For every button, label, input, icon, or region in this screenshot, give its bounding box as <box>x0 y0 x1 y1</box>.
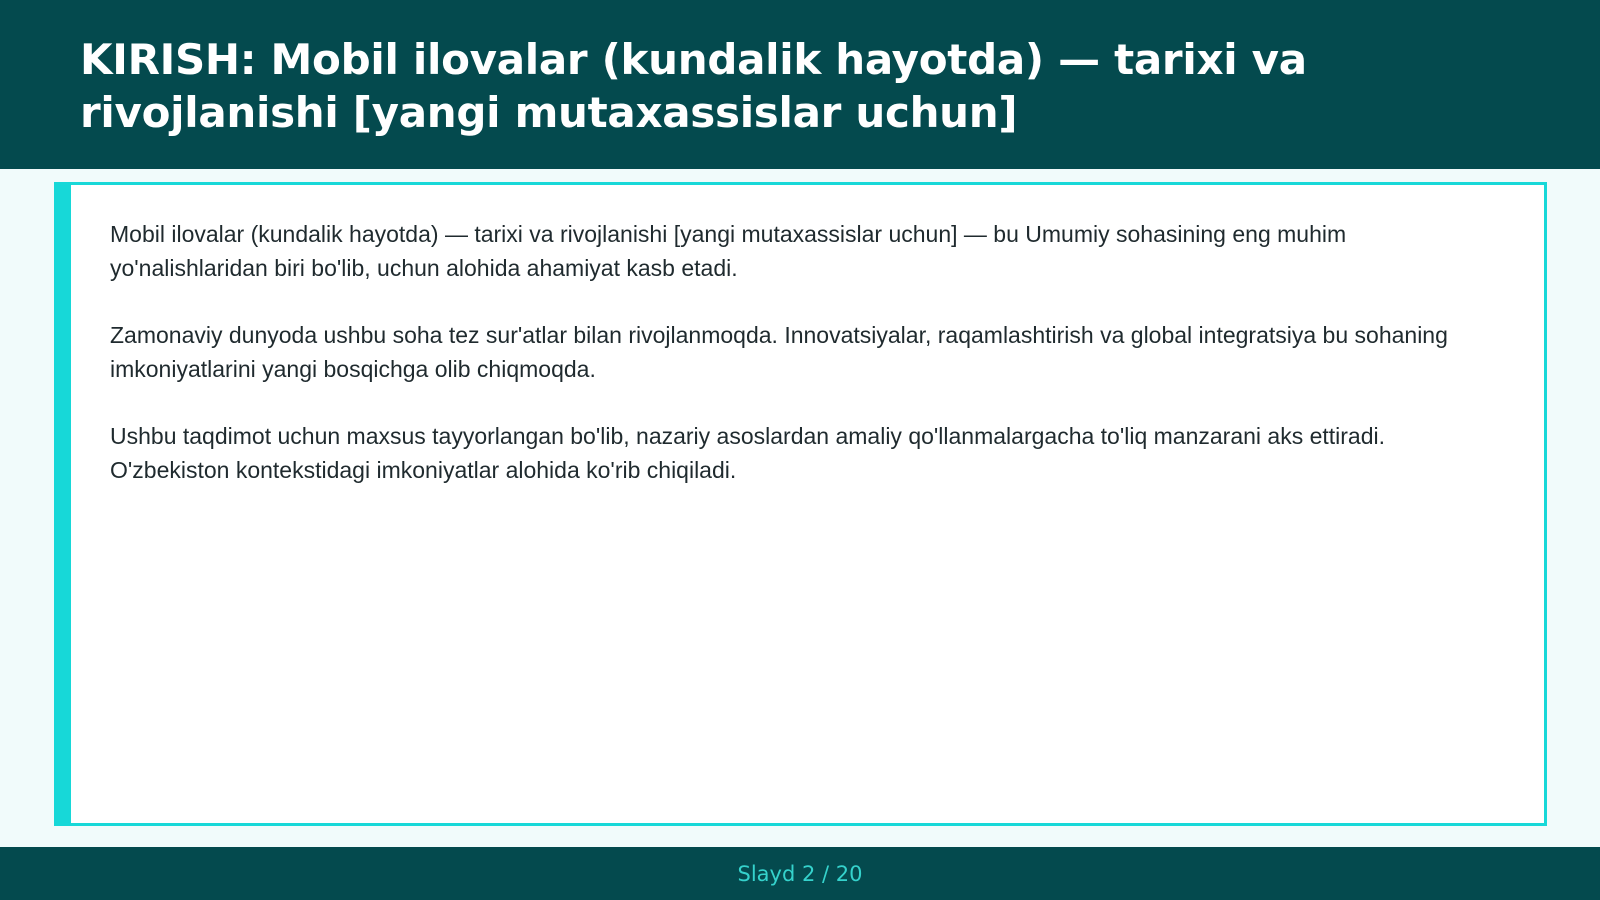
modern-world-paragraph: Zamonaviy dunyoda ushbu soha tez sur'atlar bilan rivojlanmoqda. Innovatsiyalar, raqamlashtirish va global integratsiya bu sohaning imkoniyatlarini yangi bosqichga olib chiqmoqda. <box>110 322 1448 382</box>
intro-paragraph: Mobil ilovalar (kundalik hayotda) — tarixi va rivojlanishi [yangi mutaxassislar uchun] — bu Umumiy sohasining eng muhim yo'nalishlaridan biri bo'lib, uchun alohida ahamiyat kasb etadi. <box>110 221 1347 281</box>
slide-footer <box>0 847 1600 900</box>
slide-header <box>0 0 1600 169</box>
slide-counter: Slayd 2 / 20 <box>737 861 863 886</box>
content-card <box>54 182 1547 826</box>
presentation-purpose-paragraph: Ushbu taqdimot uchun maxsus tayyorlangan bo'lib, nazariy asoslardan amaliy qo'llanmalargacha to'liq manzarani aks ettiradi. O'zbekiston kontekstidagi imkoniyatlar alohida ko'rib chiqiladi. <box>110 423 1386 483</box>
slide-title: KIRISH: Mobil ilovalar (kundalik hayotda) — tarixi va rivojlanishi [yangi mutaxassislar uchun] <box>80 35 1307 137</box>
